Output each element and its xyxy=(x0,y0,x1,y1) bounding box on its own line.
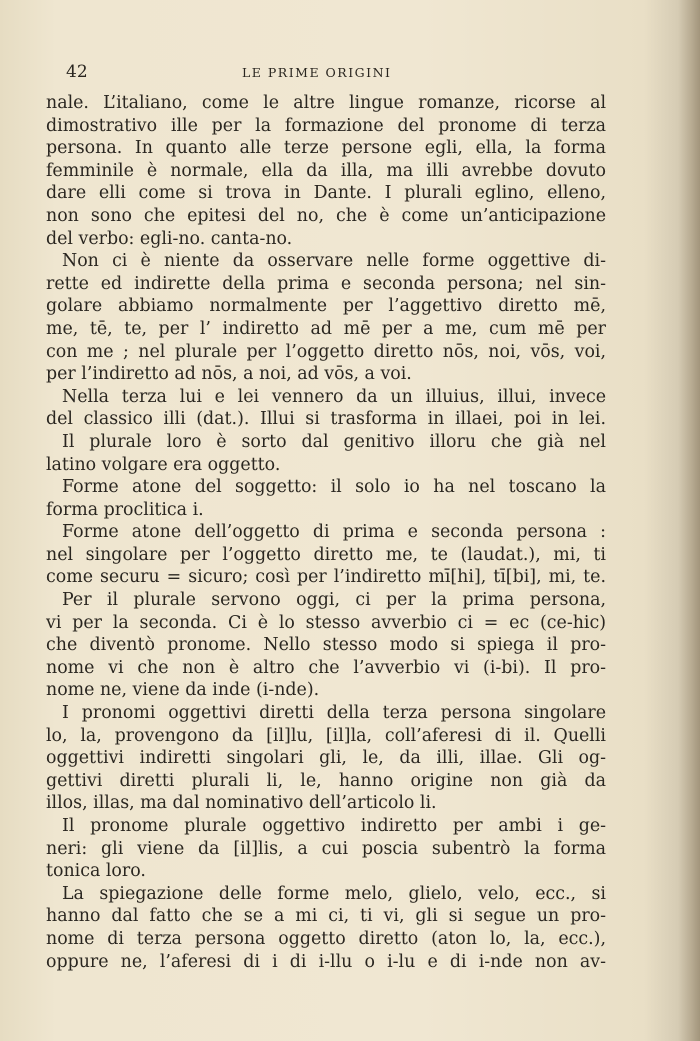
text-line: oggettivi indiretti singolari gli, le, da illi, illae. Gli og- xyxy=(46,748,606,769)
page-edge-shadow xyxy=(678,0,700,1041)
text-line: nel singolare per l’oggetto diretto me, te (laudat.), mi, ti xyxy=(46,544,606,565)
text-line: nome ne, viene da inde (i-nde). xyxy=(46,680,320,701)
text-line: me, tē, te, per l’ indiretto ad mē per a me, cum mē per xyxy=(46,318,606,339)
text-line: hanno dal fatto che se a mi ci, ti vi, gli si segue un pro- xyxy=(46,906,606,927)
text-line: Il pronome plurale oggettivo indiretto per ambi i ge- xyxy=(62,816,606,836)
text-line: per l’indiretto ad nōs, a noi, ad vōs, a voi. xyxy=(46,364,412,385)
text-line: nome di terza persona oggetto diretto (aton lo, la, ecc.), xyxy=(46,928,606,949)
text-line: I pronomi oggettivi diretti della terza persona singolare xyxy=(62,703,606,724)
text-line: gettivi diretti plurali li, le, hanno origine non già da xyxy=(46,770,606,791)
text-line: nome vi che non è altro che l’avverbio vi (i-bi). Il pro- xyxy=(46,657,606,678)
text-line: illos, illas, ma dal nominativo dell’articolo li. xyxy=(46,793,437,814)
text-line: Forme atone del soggetto: il solo io ha nel toscano la xyxy=(62,477,606,498)
text-line: Per il plurale servono oggi, ci per la prima persona, xyxy=(62,590,606,611)
text-line: femminile è normale, ella da illa, ma illi avrebbe dovuto xyxy=(46,160,606,181)
text-line: oppure ne, l’aferesi di i di i-llu o i-lu e di i-nde non av- xyxy=(46,951,606,972)
text-line: dare elli come si trova in Dante. I plurali eglino, elleno, xyxy=(46,183,606,204)
text-line: del verbo: egli-no. canta-no. xyxy=(46,228,293,249)
text-line: nale. L’italiano, come le altre lingue romanze, ricorse al xyxy=(46,93,606,113)
text-line: dimostrativo ille per la formazione del pronome di terza xyxy=(46,115,606,136)
text-line: Nella terza lui e lei vennero da un illuius, illui, invece xyxy=(62,386,606,407)
text-line: vi per la seconda. Ci è lo stesso avverbio ci = ec (ce-hic) xyxy=(46,612,606,633)
text-line: golare abbiamo normalmente per l’aggettivo diretto mē, xyxy=(46,296,606,317)
text-line: forma proclitica i. xyxy=(46,499,204,520)
text-line: rette ed indirette della prima e seconda persona; nel sin- xyxy=(46,273,606,294)
text-line: come securu = sicuro; così per l’indiretto mī[hi], tī[bi], mi, te. xyxy=(46,567,606,588)
page-header xyxy=(62,62,610,86)
running-head: LE PRIME ORIGINI xyxy=(242,65,392,80)
text-line: non sono che epitesi del no, che è come un’anticipazione xyxy=(46,205,606,226)
text-line: Forme atone dell’oggetto di prima e seconda persona : xyxy=(62,522,606,543)
text-line: Il plurale loro è sorto dal genitivo illoru che già nel xyxy=(62,431,606,452)
text-line: neri: gli viene da [il]lis, a cui poscia subentrò la forma xyxy=(46,838,606,859)
text-line: La spiegazione delle forme melo, glielo, velo, ecc., si xyxy=(62,883,606,904)
page-number: 42 xyxy=(66,62,88,82)
text-line: che diventò pronome. Nello stesso modo si spiega il pro- xyxy=(46,635,606,656)
text-line: lo, la, provengono da [il]lu, [il]la, coll’aferesi di il. Quelli xyxy=(46,725,606,746)
text-line: tonica loro. xyxy=(46,861,146,882)
text-line: del classico illi (dat.). Illui si trasforma in illaei, poi in lei. xyxy=(46,409,606,430)
text-line: latino volgare era oggetto. xyxy=(46,454,281,475)
body-text xyxy=(46,92,606,973)
text-line: Non ci è niente da osservare nelle forme oggettive di- xyxy=(62,251,606,272)
text-line: persona. In quanto alle terze persone egli, ella, la forma xyxy=(46,138,606,159)
text-line: con me ; nel plurale per l’oggetto diretto nōs, noi, vōs, voi, xyxy=(46,341,606,362)
